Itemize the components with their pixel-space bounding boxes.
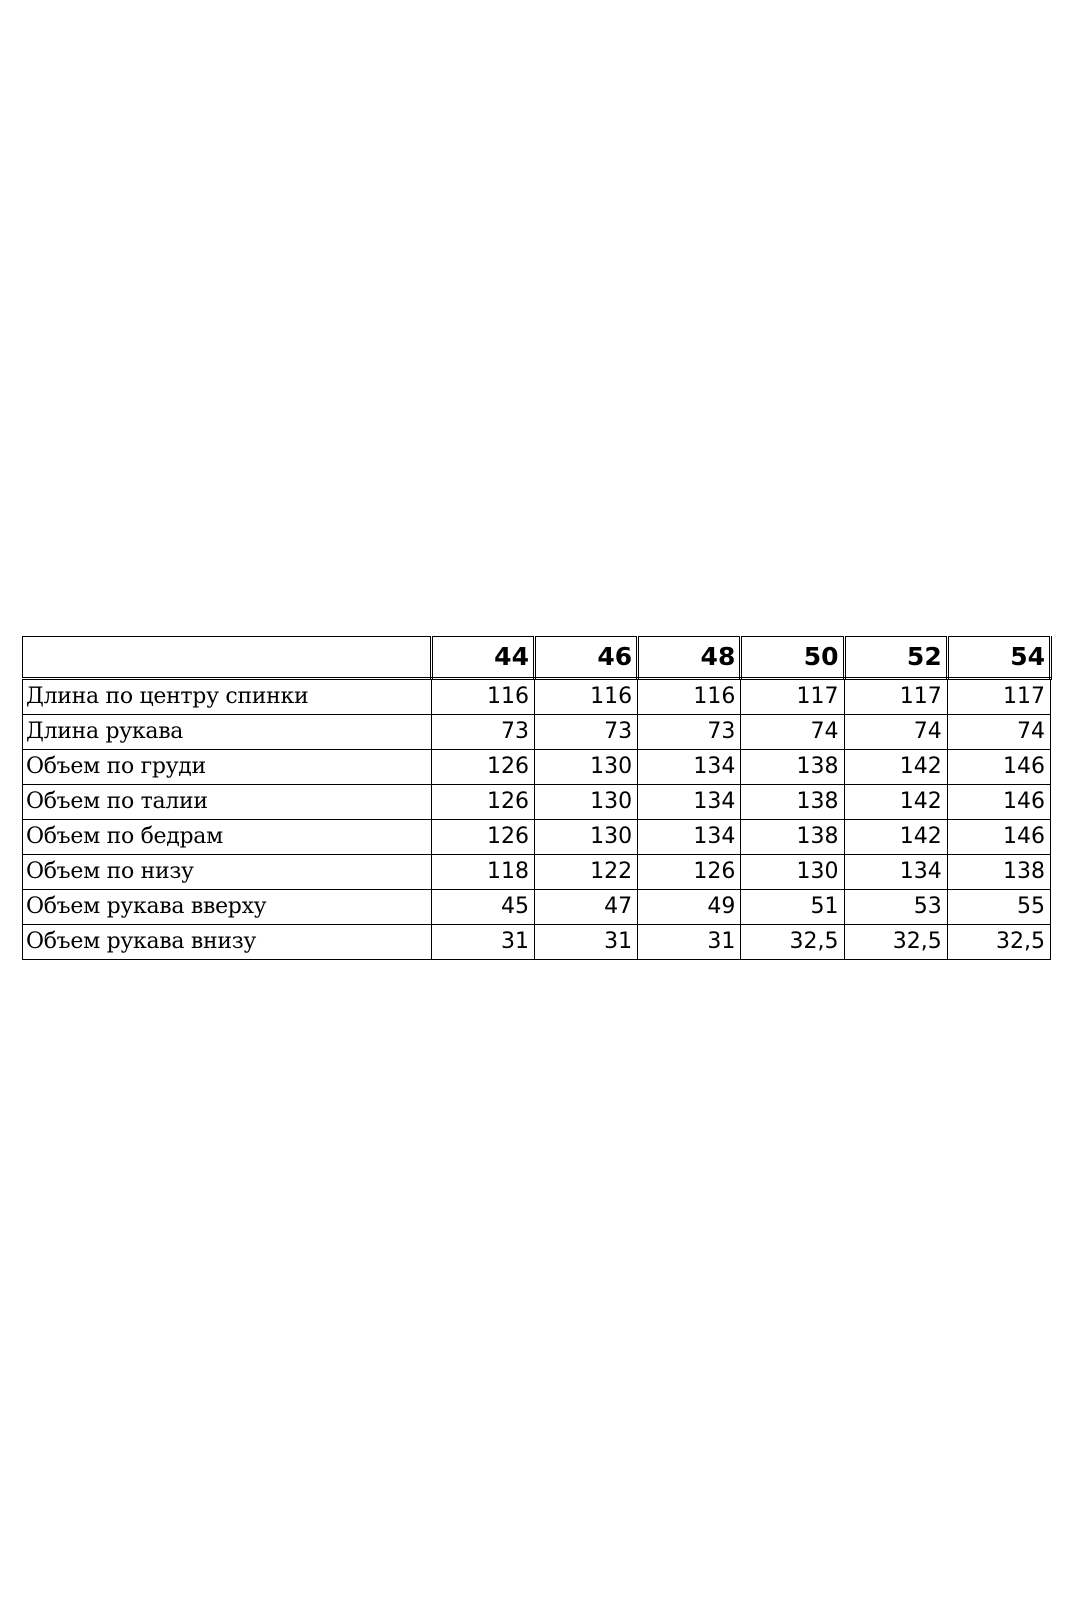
table-row (23, 715, 1051, 750)
measurement-value: 134 (638, 750, 741, 785)
measurement-value: 117 (741, 679, 844, 715)
size-header-cell: 50 (741, 637, 844, 679)
measurement-value: 126 (431, 785, 534, 820)
table-row (23, 679, 1051, 715)
measurement-value: 116 (638, 679, 741, 715)
measurement-value: 32,5 (844, 925, 947, 960)
measurement-value: 130 (534, 820, 637, 855)
measurement-label: Объем рукава вверху (23, 890, 432, 925)
measurement-value: 51 (741, 890, 844, 925)
measurement-value: 73 (638, 715, 741, 750)
measurement-value: 130 (534, 750, 637, 785)
measurement-value: 74 (947, 715, 1050, 750)
table-row (23, 925, 1051, 960)
measurement-label: Объем по низу (23, 855, 432, 890)
measurement-value: 142 (844, 750, 947, 785)
table-row (23, 855, 1051, 890)
size-header-cell: 48 (638, 637, 741, 679)
measurement-value: 142 (844, 785, 947, 820)
measurement-value: 117 (844, 679, 947, 715)
measurement-value: 138 (741, 820, 844, 855)
measurement-value: 146 (947, 750, 1050, 785)
measurement-label: Объем рукава внизу (23, 925, 432, 960)
size-header-row (23, 637, 1051, 679)
measurement-value: 73 (534, 715, 637, 750)
measurement-value: 126 (638, 855, 741, 890)
measurement-value: 31 (534, 925, 637, 960)
measurement-value: 116 (431, 679, 534, 715)
measurement-value: 142 (844, 820, 947, 855)
measurement-value: 138 (947, 855, 1050, 890)
measurement-value: 138 (741, 750, 844, 785)
size-chart-table (22, 636, 1052, 960)
measurement-value: 74 (741, 715, 844, 750)
measurement-value: 31 (431, 925, 534, 960)
size-header-cell: 52 (844, 637, 947, 679)
measurement-value: 55 (947, 890, 1050, 925)
measurement-value: 134 (638, 785, 741, 820)
measurement-value: 32,5 (947, 925, 1050, 960)
size-header-cell: 46 (534, 637, 637, 679)
measurement-value: 130 (741, 855, 844, 890)
measurement-value: 122 (534, 855, 637, 890)
measurement-value: 31 (638, 925, 741, 960)
measurement-value: 45 (431, 890, 534, 925)
measurement-value: 32,5 (741, 925, 844, 960)
measurement-value: 138 (741, 785, 844, 820)
measurement-label: Длина по центру спинки (23, 679, 432, 715)
measurement-value: 146 (947, 785, 1050, 820)
measurement-value: 73 (431, 715, 534, 750)
measurement-value: 117 (947, 679, 1050, 715)
measurement-value: 126 (431, 750, 534, 785)
measurement-value: 74 (844, 715, 947, 750)
size-header-cell: 44 (431, 637, 534, 679)
measurement-label: Длина рукава (23, 715, 432, 750)
table-row (23, 750, 1051, 785)
measurement-label: Объем по талии (23, 785, 432, 820)
measurement-value: 53 (844, 890, 947, 925)
measurement-value: 116 (534, 679, 637, 715)
measurement-value: 134 (638, 820, 741, 855)
measurement-value: 49 (638, 890, 741, 925)
table-row (23, 820, 1051, 855)
measurement-value: 134 (844, 855, 947, 890)
table-row (23, 785, 1051, 820)
measurement-value: 126 (431, 820, 534, 855)
size-header-cell: 54 (947, 637, 1050, 679)
measurement-value: 130 (534, 785, 637, 820)
header-corner-cell (23, 637, 432, 679)
table-row (23, 890, 1051, 925)
measurement-value: 146 (947, 820, 1050, 855)
measurement-label: Объем по груди (23, 750, 432, 785)
measurement-value: 118 (431, 855, 534, 890)
measurement-label: Объем по бедрам (23, 820, 432, 855)
measurement-value: 47 (534, 890, 637, 925)
